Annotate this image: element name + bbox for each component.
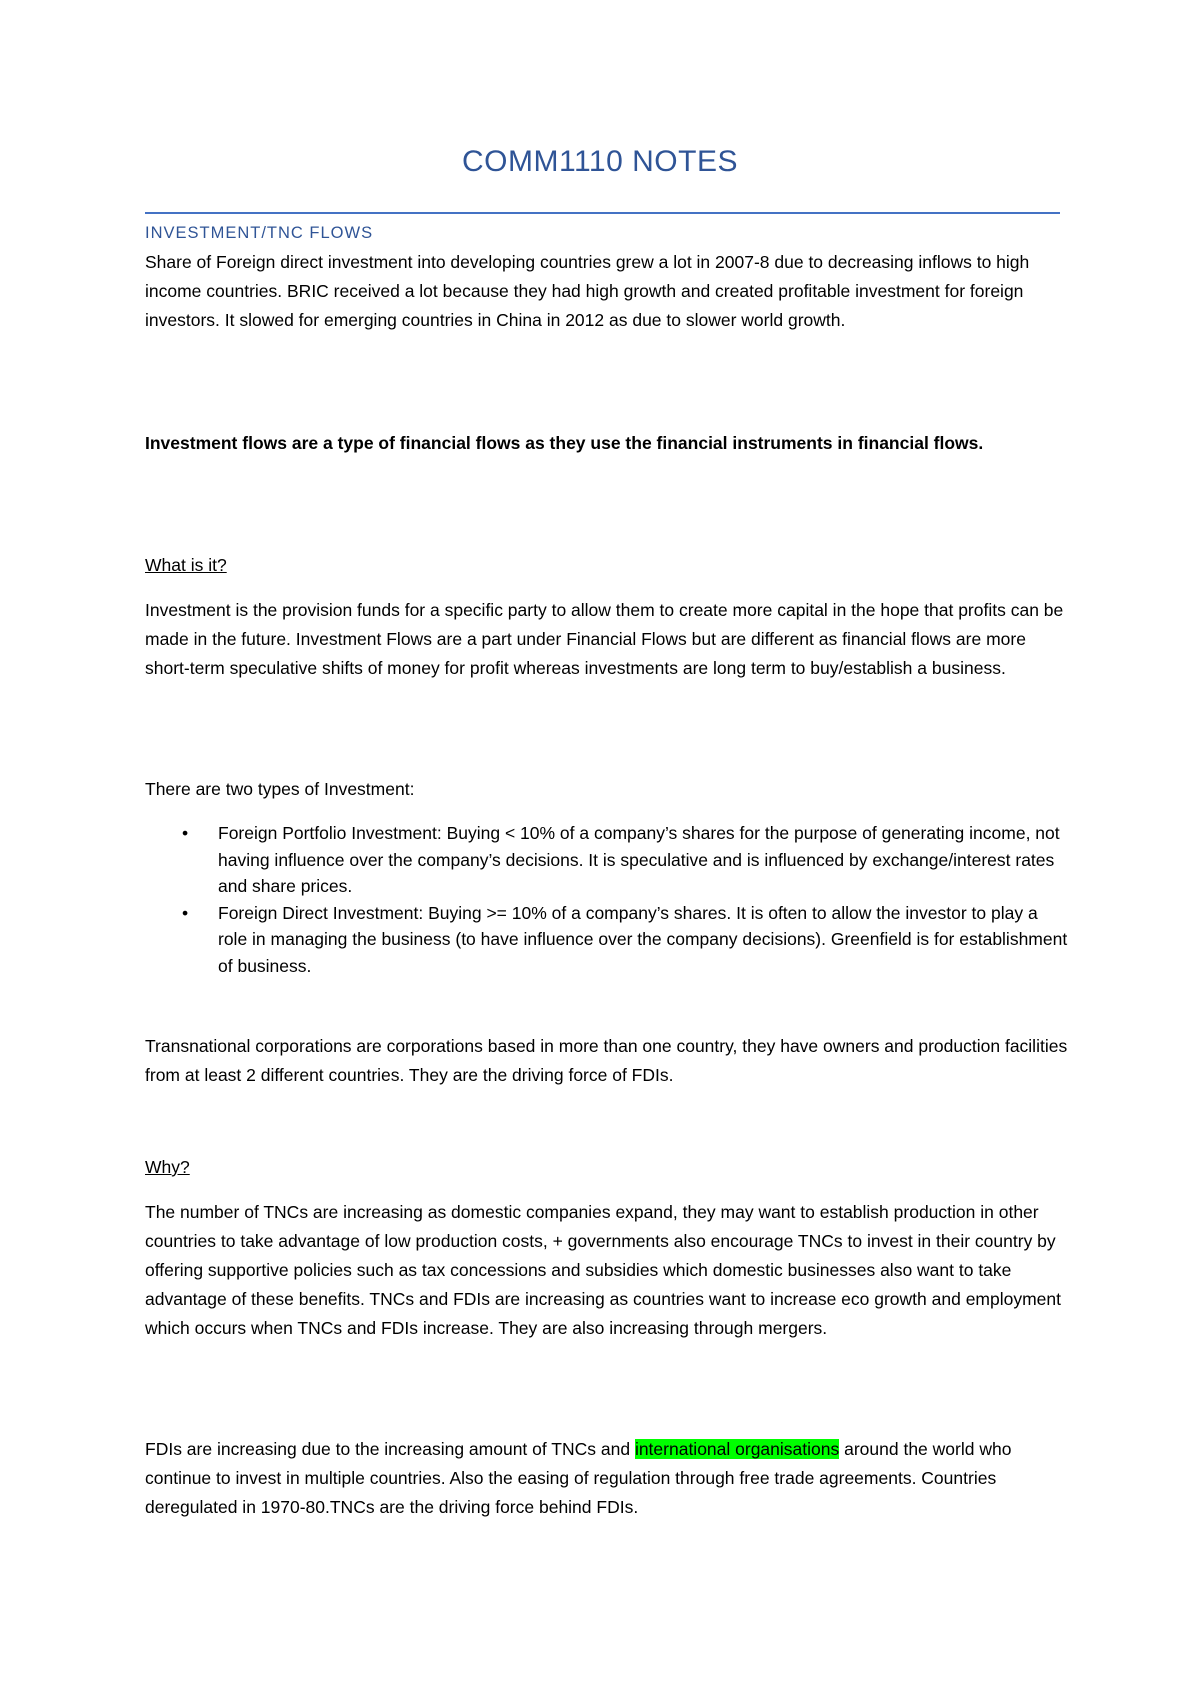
paragraph-two-types: There are two types of Investment: bbox=[145, 779, 415, 799]
bullet-icon: • bbox=[182, 902, 189, 923]
paragraph-text-after: around the world who continue to invest in multiple countries. Also the easing of regulation through free trade agreements. Countries deregulated in 1970-80.TNCs are the driving force behind FDIs. bbox=[145, 1439, 1012, 1517]
paragraph-investment-definition: Investment is the provision funds for a specific party to allow them to create more capital in the hope that profits can be made in the future. Investment Flows are a part under Financial Flows but are different as financial flows are more short-term speculative shifts of money for profit whereas investments are long term to buy/establish a business. bbox=[145, 600, 1064, 678]
paragraph-investment-flows-bold: Investment flows are a type of financial flows as they use the financial instruments in financial flows. bbox=[145, 433, 984, 453]
list-item-text: Foreign Portfolio Investment: Buying < 10% of a company’s shares for the purpose of generating income, not having influence over the company’s decisions. It is speculative and is influenced by exchange/interest rates and share prices. bbox=[218, 823, 1060, 896]
paragraph-fdi-increase bbox=[145, 1435, 1070, 1522]
highlighted-text: international organisations bbox=[634, 1439, 840, 1459]
list-item-text: Foreign Direct Investment: Buying >= 10% of a company’s shares. It is often to allow the investor to play a role in managing the business (to have influence over the company decisions). Greenfield is for establishment of business. bbox=[218, 902, 1068, 976]
paragraph-tnc-definition: Transnational corporations are corporations based in more than one country, they have owners and production facilities from at least 2 different countries. They are the driving force of FDIs. bbox=[145, 1036, 1068, 1085]
investment-types-list bbox=[145, 820, 1070, 979]
paragraph-text-before: FDIs are increasing due to the increasing amount of TNCs and bbox=[145, 1439, 635, 1459]
bullet-icon: • bbox=[182, 823, 189, 843]
subheading-why: Why? bbox=[145, 1157, 190, 1177]
section-heading: INVESTMENT/TNC FLOWS bbox=[145, 224, 374, 242]
list-item bbox=[145, 900, 1070, 980]
subheading-what-is-it: What is it? bbox=[145, 555, 227, 575]
title-underline-rule bbox=[145, 212, 1060, 214]
list-item bbox=[145, 820, 1070, 900]
paragraph-tnc-growth: The number of TNCs are increasing as domestic companies expand, they may want to establish production in other countries to take advantage of low production costs, + governments also encourage TNCs to invest in their country by offering supportive policies such as tax concessions and subsidies which domestic businesses also want to take advantage of these benefits. TNCs and FDIs are increasing as countries want to increase eco growth and employment which occurs when TNCs and FDIs increase. They are also increasing through mergers. bbox=[145, 1202, 1062, 1338]
document-title: COMM1110 NOTES bbox=[462, 145, 738, 178]
paragraph-fdi-share: Share of Foreign direct investment into developing countries grew a lot in 2007-8 due to decreasing inflows to high income countries. BRIC received a lot because they had high growth and created profitable investment for foreign investors. It slowed for emerging countries in China in 2012 as due to slower world growth. bbox=[145, 252, 1030, 330]
